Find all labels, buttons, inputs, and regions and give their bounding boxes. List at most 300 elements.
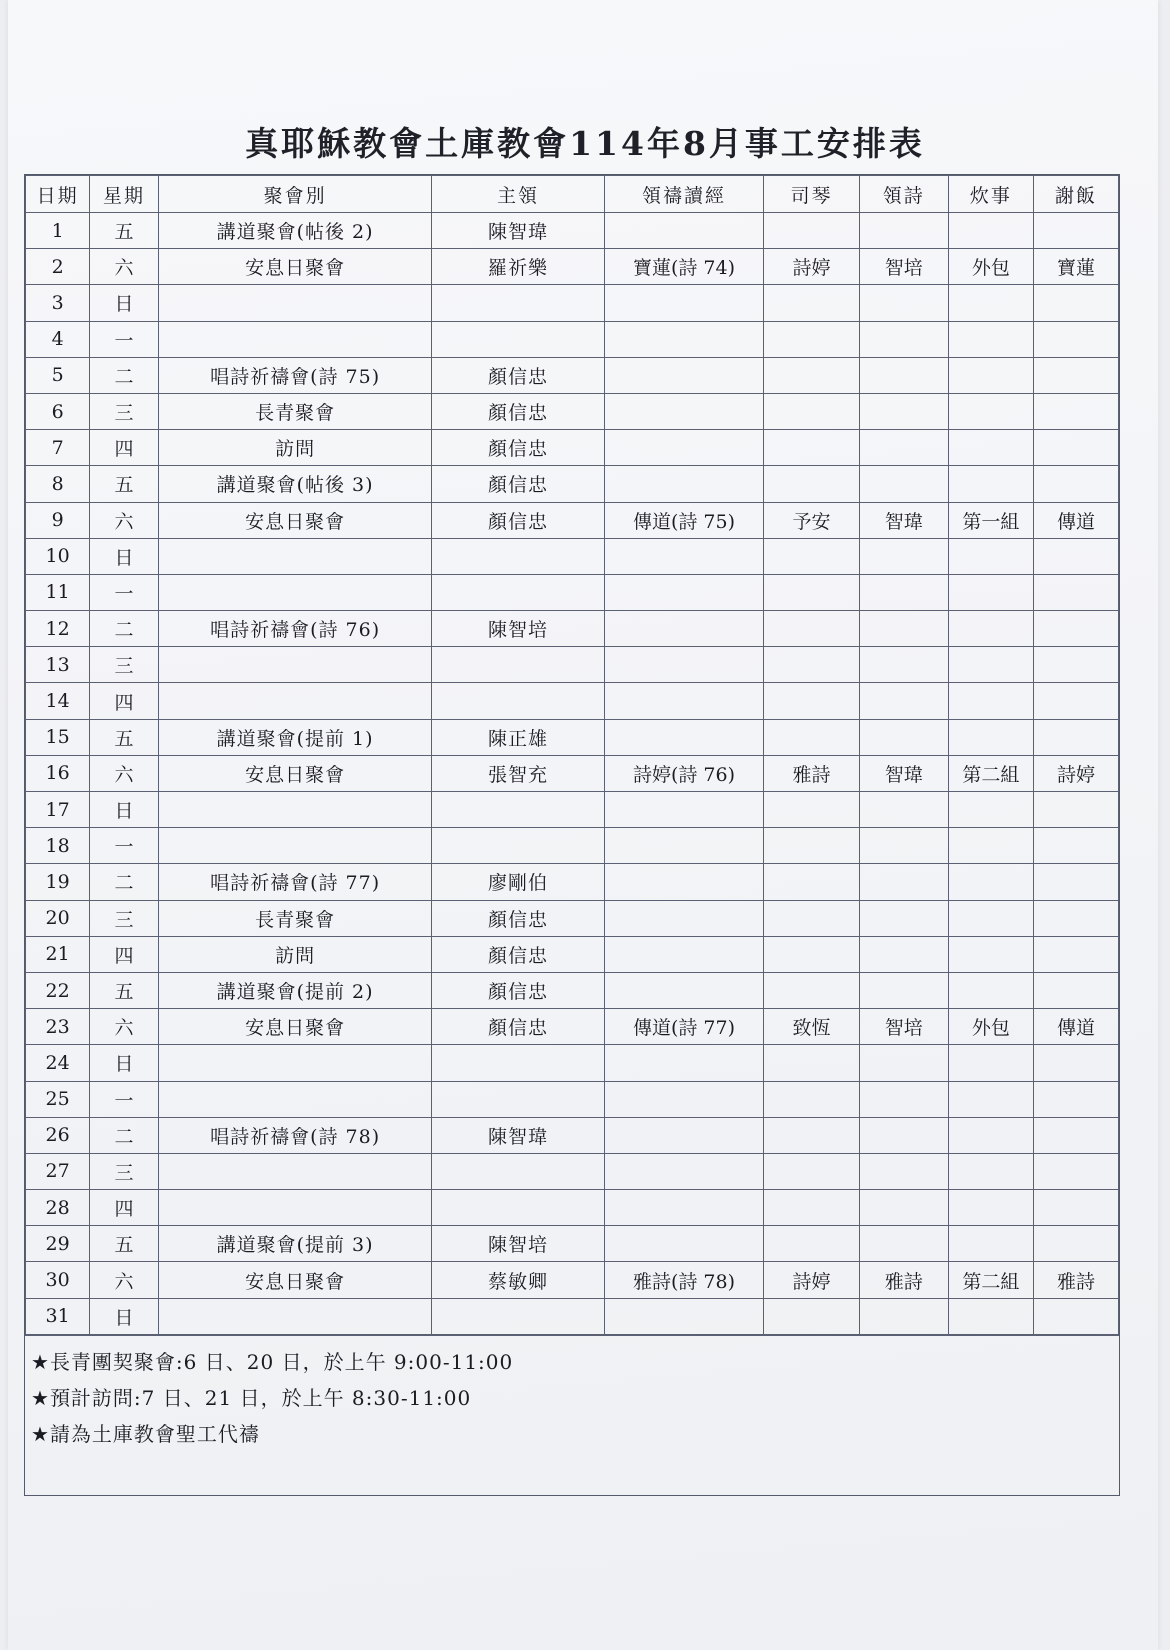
- cell-date: 31: [26, 1298, 90, 1334]
- schedule-table: [25, 175, 1119, 1335]
- cell-cooking: [948, 1226, 1033, 1262]
- cell-pianist: [764, 1153, 859, 1189]
- cell-weekday: 三: [90, 393, 158, 429]
- schedule-body: [26, 213, 1119, 1335]
- cell-weekday: 五: [90, 1226, 158, 1262]
- cell-grace: [1033, 792, 1118, 828]
- table-row: [26, 972, 1119, 1008]
- cell-pianist: 致恆: [764, 1009, 859, 1045]
- cell-weekday: 四: [90, 1190, 158, 1226]
- cell-leader: 顏信忠: [432, 357, 604, 393]
- cell-date: 19: [26, 864, 90, 900]
- cell-meeting-type: [158, 683, 432, 719]
- table-row: [26, 936, 1119, 972]
- table-row: [26, 1190, 1119, 1226]
- cell-grace: [1033, 430, 1118, 466]
- table-row: [26, 393, 1119, 429]
- cell-prayer-reading: 雅詩(詩 78): [604, 1262, 764, 1298]
- cell-pianist: [764, 1298, 859, 1334]
- cell-weekday: 六: [90, 249, 158, 285]
- cell-prayer-reading: [604, 1153, 764, 1189]
- cell-leader: 顏信忠: [432, 466, 604, 502]
- cell-leader: 顏信忠: [432, 900, 604, 936]
- cell-meeting-type: [158, 1298, 432, 1334]
- page-title: 真耶穌教會土庫教會114年8月事工安排表: [245, 124, 925, 163]
- cell-prayer-reading: [604, 393, 764, 429]
- cell-prayer-reading: 傳道(詩 77): [604, 1009, 764, 1045]
- cell-song-leader: [859, 538, 948, 574]
- cell-prayer-reading: [604, 285, 764, 321]
- table-row: [26, 611, 1119, 647]
- cell-leader: [432, 285, 604, 321]
- cell-song-leader: [859, 1153, 948, 1189]
- cell-weekday: 五: [90, 972, 158, 1008]
- cell-weekday: 二: [90, 611, 158, 647]
- cell-pianist: [764, 285, 859, 321]
- cell-cooking: [948, 1190, 1033, 1226]
- table-row: [26, 285, 1119, 321]
- cell-prayer-reading: [604, 430, 764, 466]
- cell-meeting-type: 安息日聚會: [158, 755, 432, 791]
- cell-prayer-reading: [604, 611, 764, 647]
- cell-weekday: 日: [90, 792, 158, 828]
- cell-weekday: 三: [90, 900, 158, 936]
- cell-grace: 傳道: [1033, 1009, 1118, 1045]
- cell-song-leader: [859, 611, 948, 647]
- cell-leader: [432, 647, 604, 683]
- cell-date: 24: [26, 1045, 90, 1081]
- cell-grace: [1033, 1081, 1118, 1117]
- cell-pianist: [764, 647, 859, 683]
- table-row: [26, 1153, 1119, 1189]
- cell-cooking: [948, 864, 1033, 900]
- cell-date: 11: [26, 574, 90, 610]
- cell-weekday: 日: [90, 1298, 158, 1334]
- cell-leader: 廖剛伯: [432, 864, 604, 900]
- cell-date: 1: [26, 213, 90, 249]
- cell-song-leader: [859, 683, 948, 719]
- cell-grace: 詩婷: [1033, 755, 1118, 791]
- cell-pianist: [764, 864, 859, 900]
- cell-pianist: [764, 936, 859, 972]
- cell-leader: [432, 792, 604, 828]
- cell-weekday: 一: [90, 828, 158, 864]
- note-text: 請為土庫教會聖工代禱: [49, 1421, 260, 1446]
- cell-prayer-reading: [604, 1081, 764, 1117]
- cell-meeting-type: [158, 1153, 432, 1189]
- cell-prayer-reading: [604, 466, 764, 502]
- cell-leader: 顏信忠: [432, 936, 604, 972]
- cell-meeting-type: 長青聚會: [158, 900, 432, 936]
- cell-song-leader: [859, 430, 948, 466]
- cell-pianist: [764, 430, 859, 466]
- cell-date: 9: [26, 502, 90, 538]
- note-item: [31, 1344, 1119, 1380]
- cell-meeting-type: 訪問: [158, 936, 432, 972]
- cell-weekday: 五: [90, 466, 158, 502]
- cell-meeting-type: 講道聚會(帖後 2): [158, 213, 432, 249]
- cell-date: 27: [26, 1153, 90, 1189]
- cell-weekday: 四: [90, 430, 158, 466]
- cell-meeting-type: 講道聚會(提前 2): [158, 972, 432, 1008]
- cell-leader: [432, 321, 604, 357]
- cell-weekday: 三: [90, 647, 158, 683]
- cell-date: 28: [26, 1190, 90, 1226]
- table-row: [26, 1045, 1119, 1081]
- header-cooking: 炊事: [948, 176, 1033, 213]
- cell-leader: [432, 828, 604, 864]
- cell-grace: [1033, 1226, 1118, 1262]
- cell-pianist: [764, 1190, 859, 1226]
- cell-pianist: [764, 611, 859, 647]
- schedule-sheet: [24, 174, 1120, 1496]
- cell-prayer-reading: [604, 900, 764, 936]
- cell-meeting-type: 唱詩祈禱會(詩 76): [158, 611, 432, 647]
- cell-meeting-type: [158, 538, 432, 574]
- cell-song-leader: [859, 574, 948, 610]
- cell-grace: [1033, 357, 1118, 393]
- cell-leader: 陳智培: [432, 1226, 604, 1262]
- cell-date: 13: [26, 647, 90, 683]
- cell-grace: 傳道: [1033, 502, 1118, 538]
- table-row: [26, 755, 1119, 791]
- cell-prayer-reading: 寶蓮(詩 74): [604, 249, 764, 285]
- note-item: [31, 1416, 1119, 1452]
- cell-weekday: 一: [90, 1081, 158, 1117]
- cell-song-leader: [859, 647, 948, 683]
- cell-leader: [432, 1045, 604, 1081]
- cell-date: 12: [26, 611, 90, 647]
- table-row: [26, 1262, 1119, 1298]
- table-row: [26, 321, 1119, 357]
- table-row: [26, 1081, 1119, 1117]
- cell-pianist: [764, 972, 859, 1008]
- cell-weekday: 二: [90, 357, 158, 393]
- notes-section: [25, 1335, 1119, 1495]
- cell-pianist: [764, 719, 859, 755]
- cell-pianist: [764, 792, 859, 828]
- cell-pianist: [764, 683, 859, 719]
- note-text: 長青團契聚會:6 日、20 日，於上午 9:00-11:00: [49, 1349, 514, 1374]
- cell-song-leader: [859, 1117, 948, 1153]
- table-row: [26, 430, 1119, 466]
- cell-meeting-type: [158, 574, 432, 610]
- cell-pianist: [764, 1045, 859, 1081]
- table-row: [26, 792, 1119, 828]
- cell-grace: [1033, 393, 1118, 429]
- cell-prayer-reading: [604, 1045, 764, 1081]
- cell-pianist: [764, 828, 859, 864]
- cell-weekday: 五: [90, 213, 158, 249]
- cell-meeting-type: 講道聚會(提前 3): [158, 1226, 432, 1262]
- cell-prayer-reading: [604, 357, 764, 393]
- table-row: [26, 683, 1119, 719]
- cell-grace: [1033, 321, 1118, 357]
- table-row: [26, 900, 1119, 936]
- cell-song-leader: [859, 828, 948, 864]
- cell-weekday: 二: [90, 864, 158, 900]
- cell-grace: [1033, 466, 1118, 502]
- table-row: [26, 647, 1119, 683]
- cell-meeting-type: [158, 647, 432, 683]
- cell-date: 8: [26, 466, 90, 502]
- cell-cooking: [948, 538, 1033, 574]
- cell-song-leader: 智培: [859, 249, 948, 285]
- cell-date: 30: [26, 1262, 90, 1298]
- cell-song-leader: [859, 1190, 948, 1226]
- cell-pianist: [764, 321, 859, 357]
- cell-prayer-reading: [604, 864, 764, 900]
- cell-pianist: [764, 1081, 859, 1117]
- header-row: [26, 176, 1119, 213]
- cell-date: 29: [26, 1226, 90, 1262]
- cell-pianist: [764, 574, 859, 610]
- cell-cooking: 第二組: [948, 755, 1033, 791]
- cell-song-leader: [859, 936, 948, 972]
- cell-pianist: 詩婷: [764, 249, 859, 285]
- cell-pianist: 予安: [764, 502, 859, 538]
- cell-leader: 張智充: [432, 755, 604, 791]
- cell-leader: [432, 1190, 604, 1226]
- cell-date: 22: [26, 972, 90, 1008]
- cell-date: 14: [26, 683, 90, 719]
- cell-meeting-type: [158, 1045, 432, 1081]
- note-item: [31, 1380, 1119, 1416]
- cell-date: 4: [26, 321, 90, 357]
- cell-date: 3: [26, 285, 90, 321]
- cell-meeting-type: [158, 1081, 432, 1117]
- cell-prayer-reading: [604, 683, 764, 719]
- cell-grace: [1033, 574, 1118, 610]
- cell-date: 6: [26, 393, 90, 429]
- cell-pianist: 雅詩: [764, 755, 859, 791]
- cell-leader: [432, 1153, 604, 1189]
- cell-leader: [432, 1081, 604, 1117]
- cell-leader: [432, 1298, 604, 1334]
- cell-date: 5: [26, 357, 90, 393]
- cell-date: 17: [26, 792, 90, 828]
- table-row: [26, 502, 1119, 538]
- cell-weekday: 二: [90, 1117, 158, 1153]
- cell-prayer-reading: [604, 719, 764, 755]
- cell-pianist: [764, 1117, 859, 1153]
- cell-cooking: [948, 792, 1033, 828]
- cell-leader: 蔡敏卿: [432, 1262, 604, 1298]
- cell-song-leader: [859, 972, 948, 1008]
- cell-weekday: 五: [90, 719, 158, 755]
- cell-leader: [432, 683, 604, 719]
- cell-meeting-type: 安息日聚會: [158, 1262, 432, 1298]
- cell-meeting-type: 講道聚會(提前 1): [158, 719, 432, 755]
- cell-cooking: 外包: [948, 249, 1033, 285]
- cell-leader: 顏信忠: [432, 502, 604, 538]
- header-date: 日期: [26, 176, 90, 213]
- cell-prayer-reading: [604, 538, 764, 574]
- cell-grace: [1033, 213, 1118, 249]
- cell-grace: [1033, 719, 1118, 755]
- cell-grace: [1033, 1190, 1118, 1226]
- cell-cooking: [948, 321, 1033, 357]
- cell-cooking: [948, 1298, 1033, 1334]
- cell-weekday: 四: [90, 683, 158, 719]
- cell-pianist: [764, 1226, 859, 1262]
- cell-prayer-reading: [604, 1298, 764, 1334]
- cell-meeting-type: 安息日聚會: [158, 502, 432, 538]
- table-row: [26, 1117, 1119, 1153]
- cell-cooking: 第一組: [948, 502, 1033, 538]
- cell-meeting-type: [158, 1190, 432, 1226]
- cell-meeting-type: 訪問: [158, 430, 432, 466]
- cell-meeting-type: 安息日聚會: [158, 1009, 432, 1045]
- header-weekday: 星期: [90, 176, 158, 213]
- cell-song-leader: 智瑋: [859, 755, 948, 791]
- cell-song-leader: [859, 1081, 948, 1117]
- table-row: [26, 719, 1119, 755]
- cell-cooking: [948, 1045, 1033, 1081]
- cell-cooking: [948, 647, 1033, 683]
- cell-weekday: 六: [90, 1009, 158, 1045]
- table-row: [26, 828, 1119, 864]
- cell-meeting-type: [158, 285, 432, 321]
- cell-date: 10: [26, 538, 90, 574]
- cell-grace: [1033, 647, 1118, 683]
- star-icon: ★: [31, 1385, 50, 1410]
- cell-pianist: [764, 213, 859, 249]
- cell-cooking: [948, 936, 1033, 972]
- cell-date: 2: [26, 249, 90, 285]
- cell-date: 21: [26, 936, 90, 972]
- cell-prayer-reading: [604, 792, 764, 828]
- cell-weekday: 日: [90, 1045, 158, 1081]
- cell-meeting-type: [158, 321, 432, 357]
- cell-prayer-reading: [604, 828, 764, 864]
- table-row: [26, 864, 1119, 900]
- header-meeting-type: 聚會別: [158, 176, 432, 213]
- cell-cooking: [948, 430, 1033, 466]
- cell-leader: 陳智培: [432, 611, 604, 647]
- cell-grace: [1033, 1117, 1118, 1153]
- cell-weekday: 四: [90, 936, 158, 972]
- cell-leader: [432, 538, 604, 574]
- cell-date: 23: [26, 1009, 90, 1045]
- cell-song-leader: 智培: [859, 1009, 948, 1045]
- cell-cooking: 外包: [948, 1009, 1033, 1045]
- cell-grace: [1033, 1153, 1118, 1189]
- cell-grace: 雅詩: [1033, 1262, 1118, 1298]
- cell-grace: [1033, 936, 1118, 972]
- cell-weekday: 一: [90, 574, 158, 610]
- cell-leader: 陳智瑋: [432, 1117, 604, 1153]
- cell-leader: [432, 574, 604, 610]
- cell-meeting-type: [158, 792, 432, 828]
- cell-date: 7: [26, 430, 90, 466]
- cell-prayer-reading: [604, 936, 764, 972]
- cell-cooking: [948, 611, 1033, 647]
- cell-cooking: [948, 683, 1033, 719]
- cell-leader: 陳智瑋: [432, 213, 604, 249]
- cell-pianist: [764, 393, 859, 429]
- cell-meeting-type: 長青聚會: [158, 393, 432, 429]
- cell-weekday: 一: [90, 321, 158, 357]
- cell-prayer-reading: [604, 972, 764, 1008]
- cell-grace: [1033, 864, 1118, 900]
- cell-leader: 陳正雄: [432, 719, 604, 755]
- header-song-leader: 領詩: [859, 176, 948, 213]
- cell-grace: [1033, 972, 1118, 1008]
- header-grace: 謝飯: [1033, 176, 1118, 213]
- cell-grace: [1033, 683, 1118, 719]
- table-row: [26, 538, 1119, 574]
- cell-pianist: 詩婷: [764, 1262, 859, 1298]
- cell-song-leader: [859, 213, 948, 249]
- cell-song-leader: [859, 466, 948, 502]
- cell-cooking: [948, 1153, 1033, 1189]
- cell-cooking: [948, 393, 1033, 429]
- cell-prayer-reading: [604, 647, 764, 683]
- star-icon: ★: [31, 1421, 50, 1446]
- cell-meeting-type: 講道聚會(帖後 3): [158, 466, 432, 502]
- cell-prayer-reading: [604, 1190, 764, 1226]
- cell-grace: [1033, 285, 1118, 321]
- cell-meeting-type: 唱詩祈禱會(詩 78): [158, 1117, 432, 1153]
- cell-grace: [1033, 1045, 1118, 1081]
- cell-date: 20: [26, 900, 90, 936]
- cell-cooking: 第二組: [948, 1262, 1033, 1298]
- cell-grace: 寶蓮: [1033, 249, 1118, 285]
- cell-date: 18: [26, 828, 90, 864]
- cell-song-leader: 智瑋: [859, 502, 948, 538]
- cell-weekday: 六: [90, 755, 158, 791]
- cell-meeting-type: 唱詩祈禱會(詩 77): [158, 864, 432, 900]
- cell-cooking: [948, 1081, 1033, 1117]
- table-row: [26, 213, 1119, 249]
- table-row: [26, 574, 1119, 610]
- cell-weekday: 日: [90, 285, 158, 321]
- note-text: 預計訪問:7 日、21 日，於上午 8:30-11:00: [49, 1385, 472, 1410]
- cell-song-leader: 雅詩: [859, 1262, 948, 1298]
- table-row: [26, 357, 1119, 393]
- cell-weekday: 六: [90, 1262, 158, 1298]
- cell-song-leader: [859, 1045, 948, 1081]
- cell-weekday: 日: [90, 538, 158, 574]
- cell-pianist: [764, 466, 859, 502]
- table-row: [26, 1009, 1119, 1045]
- cell-song-leader: [859, 357, 948, 393]
- cell-cooking: [948, 828, 1033, 864]
- cell-song-leader: [859, 900, 948, 936]
- cell-cooking: [948, 213, 1033, 249]
- cell-prayer-reading: [604, 574, 764, 610]
- cell-leader: 顏信忠: [432, 430, 604, 466]
- cell-date: 15: [26, 719, 90, 755]
- cell-pianist: [764, 900, 859, 936]
- cell-grace: [1033, 900, 1118, 936]
- cell-cooking: [948, 900, 1033, 936]
- cell-song-leader: [859, 1226, 948, 1262]
- table-row: [26, 466, 1119, 502]
- cell-cooking: [948, 719, 1033, 755]
- star-icon: ★: [31, 1349, 50, 1374]
- cell-prayer-reading: [604, 213, 764, 249]
- cell-cooking: [948, 285, 1033, 321]
- cell-leader: 顏信忠: [432, 972, 604, 1008]
- cell-prayer-reading: [604, 1226, 764, 1262]
- cell-weekday: 三: [90, 1153, 158, 1189]
- cell-grace: [1033, 828, 1118, 864]
- table-row: [26, 1226, 1119, 1262]
- cell-weekday: 六: [90, 502, 158, 538]
- cell-pianist: [764, 357, 859, 393]
